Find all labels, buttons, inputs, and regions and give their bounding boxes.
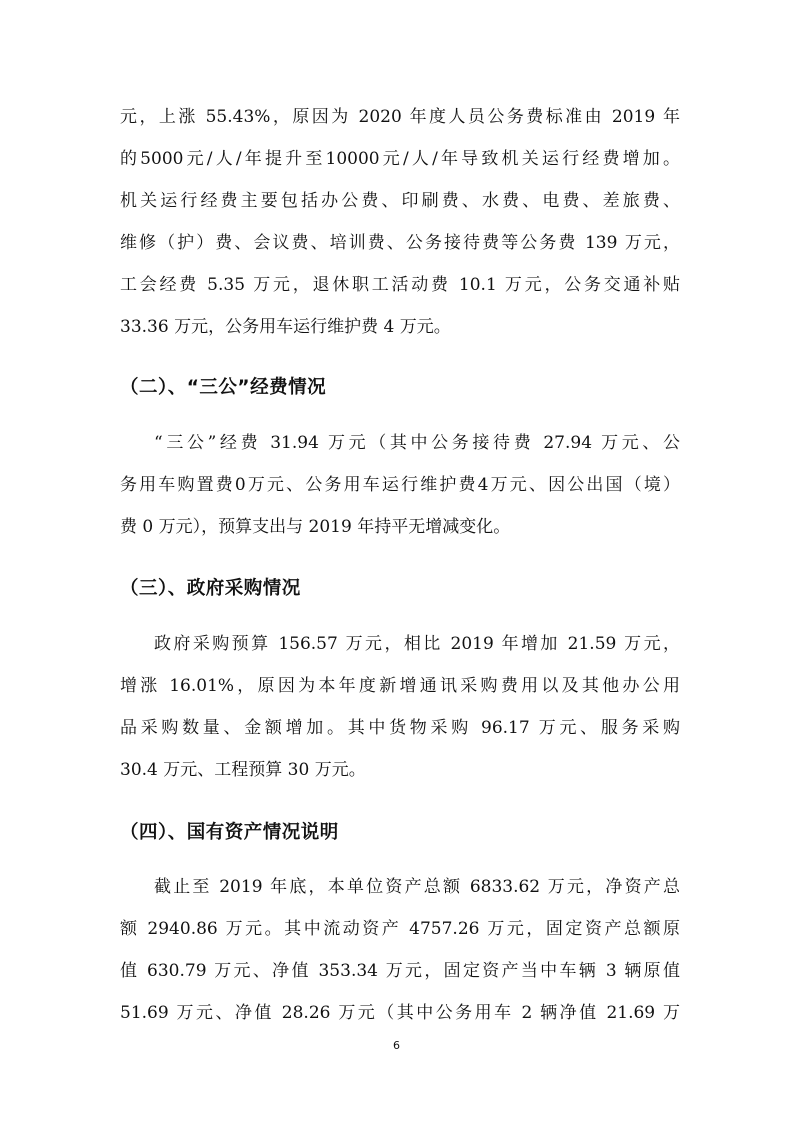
text-line: 增涨 16.01%，原因为本年度新增通讯采购费用以及其他办公用: [120, 676, 680, 696]
paragraph-operating-expenses: [120, 96, 680, 348]
paragraph-government-procurement: [120, 623, 680, 791]
paragraph-state-assets: [120, 866, 680, 1034]
text-line: 33.36 万元，公务用车运行维护费 4 万元。: [120, 317, 451, 337]
text-line: 截止至 2019 年底，本单位资产总额 6833.62 万元，净资产总: [154, 877, 680, 897]
paragraph-three-public-expenses: [120, 422, 680, 548]
text-line: 务用车购置费0万元、公务用车运行维护费4万元、因公出国（境）: [120, 475, 680, 495]
page-number: 6: [393, 1039, 400, 1052]
text-line: 30.4 万元、工程预算 30 万元。: [120, 760, 366, 780]
text-line: 51.69 万元、净值 28.26 万元（其中公务用车 2 辆净值 21.69 万: [120, 1003, 680, 1023]
text-line: 元，上涨 55.43%，原因为 2020 年度人员公务费标准由 2019 年: [120, 107, 680, 127]
text-line: 费 0 万元），预算支出与 2019 年持平无增减变化。: [120, 517, 511, 537]
text-line: 的5000元/人/年提升至10000元/人/年导致机关运行经费增加。: [120, 149, 680, 169]
text-line: 机关运行经费主要包括办公费、印刷费、水费、电费、差旅费、: [120, 191, 680, 211]
text-line: “三公”经费 31.94 万元（其中公务接待费 27.94 万元、公: [154, 433, 680, 453]
text-line: 政府采购预算 156.57 万元，相比 2019 年增加 21.59 万元，: [154, 634, 680, 654]
text-line: 维修（护）费、会议费、培训费、公务接待费等公务费 139 万元，: [120, 233, 680, 253]
text-line: 品采购数量、金额增加。其中货物采购 96.17 万元、服务采购: [120, 718, 680, 738]
text-line: 额 2940.86 万元。其中流动资产 4757.26 万元，固定资产总额原: [120, 919, 680, 939]
text-line: 值 630.79 万元、净值 353.34 万元，固定资产当中车辆 3 辆原值: [120, 961, 680, 981]
heading-government-procurement: （三）、政府采购情况: [120, 578, 301, 599]
heading-state-assets: （四）、国有资产情况说明: [120, 822, 339, 843]
heading-three-public-expenses: （二）、“三公”经费情况: [120, 377, 327, 398]
text-line: 工会经费 5.35 万元，退休职工活动费 10.1 万元，公务交通补贴: [120, 275, 680, 295]
